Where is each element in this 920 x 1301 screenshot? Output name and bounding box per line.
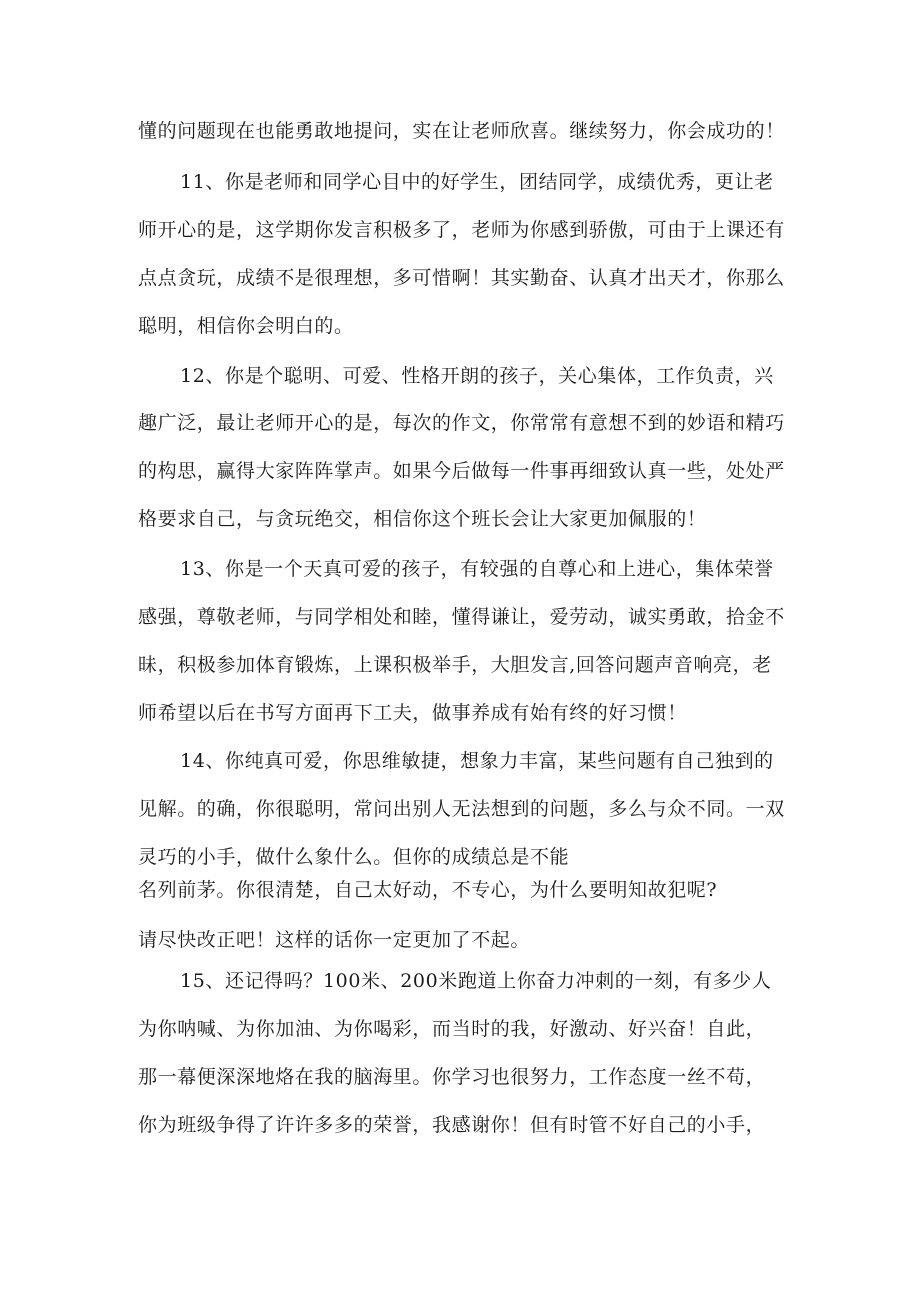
text-line: 感强，尊敬老师，与同学相处和睦，懂得谦让，爱劳动，诚实勇敢，拾金不 [138,606,785,628]
text-line: 为你呐喊、为你加油、为你喝彩，而当时的我，好激动、好兴奋！自此， [138,1018,766,1040]
text-line: 格要求自己，与贪玩绝交，相信你这个班长会让大家更加佩服的！ [138,508,707,530]
text-line: 12、你是个聪明、可爱、性格开朗的孩子，关心集体，工作负责，兴 [180,365,774,387]
text-line: 点点贪玩，成绩不是很理想，多可惜啊！其实勤奋、认真才出天才，你那么 [138,267,785,289]
text-line: 聪明，相信你会明白的。 [138,315,354,337]
text-line: 那一幕便深深地烙在我的脑海里。你学习也很努力，工作态度一丝不苟， [138,1066,766,1088]
text-line: 见解。的确，你很聪明，常问出别人无法想到的问题，多么与众不同。一双 [138,798,785,820]
text-line: 11、你是老师和同学心目中的好学生，团结同学，成绩优秀，更让老 [180,171,774,193]
text-line: 你为班级争得了许许多多的荣誉，我感谢你！但有时管不好自己的小手， [138,1114,766,1136]
text-line: 懂的问题现在也能勇敢地提问，实在让老师欣喜。继续努力，你会成功的！ [138,120,785,142]
text-line: 的构思，赢得大家阵阵掌声。如果今后做每一件事再细致认真一些，处处严 [138,460,785,482]
text-line: 14、你纯真可爱，你思维敏捷，想象力丰富，某些问题有自己独到的 [180,750,774,772]
text-line: 趣广泛，最让老师开心的是，每次的作文，你常常有意想不到的妙语和精巧 [138,412,785,434]
text-line: 师开心的是，这学期你发言积极多了，老师为你感到骄傲，可由于上课还有 [138,219,785,241]
text-line: 师希望以后在书写方面再下工夫，做事养成有始有终的好习惯！ [138,702,687,724]
text-line: 请尽快改正吧！这样的话你一定更加了不起。 [138,929,531,951]
text-line: 15、还记得吗？100米、200米跑道上你奋力冲刺的一刻，有多少人 [180,970,772,992]
text-line: 昧，积极参加体育锻炼，上课积极举手，大胆发言,回答问题声音响亮，老 [138,654,772,676]
text-line: 13、你是一个天真可爱的孩子，有较强的自尊心和上进心，集体荣誉 [180,558,774,580]
text-line: 名列前茅。你很清楚，自己太好动，不专心，为什么要明知故犯呢? [138,879,718,901]
text-line: 灵巧的小手，做什么象什么。但你的成绩总是不能 [138,846,570,868]
